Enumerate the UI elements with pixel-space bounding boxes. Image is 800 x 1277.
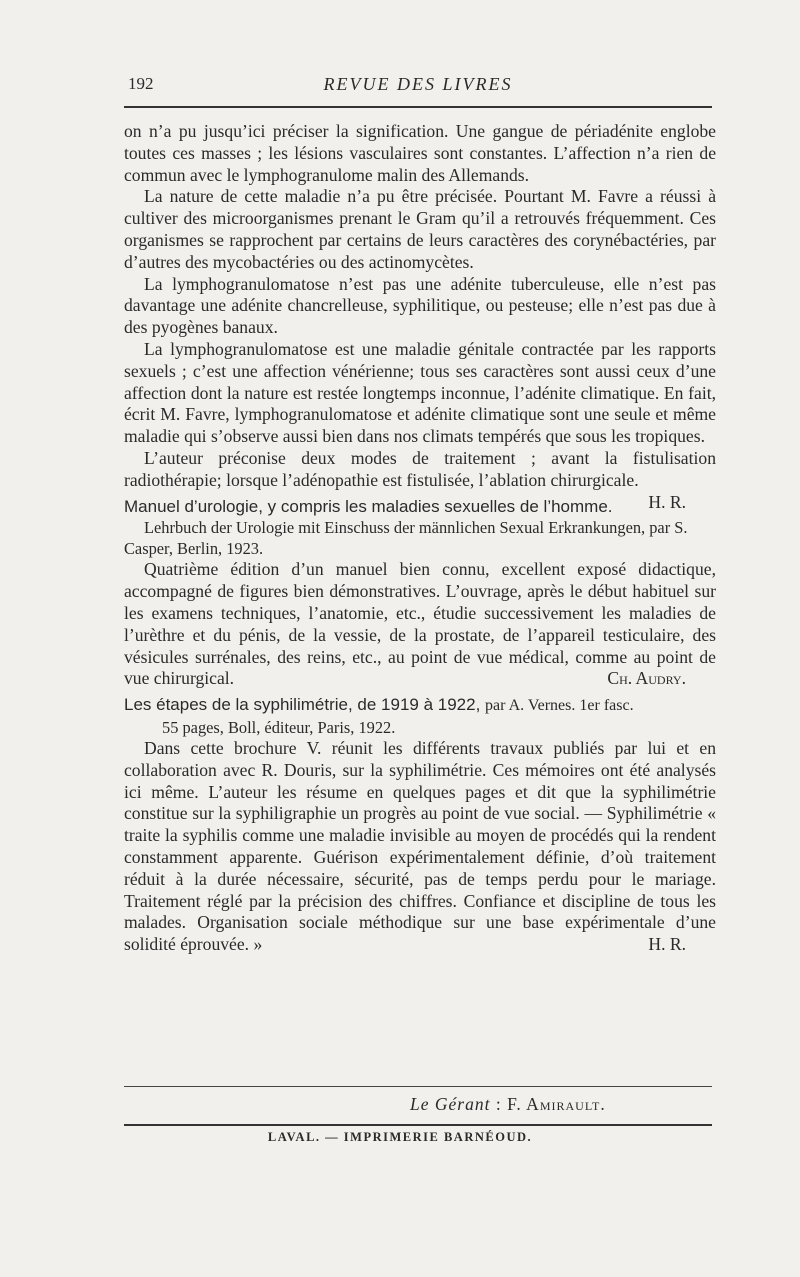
section-title: Manuel d’urologie, y compris les maladies sexuelles de l’homme. bbox=[124, 496, 613, 516]
printer-imprint: LAVAL. — IMPRIMERIE BARNÉOUD. bbox=[267, 1130, 533, 1144]
paragraph bbox=[124, 738, 716, 956]
paragraph-text: Quatrième édition d’un manuel bien connu, excellent exposé didactique, accompagné de figures bien démonstratives. L’ouvrage, après le début habituel sur les examens techniques, l’anatomie, etc., étudie successivement les maladies de l’urèthre et du pénis, de la vessie, de la prostate, de l’appareil testiculaire, des vésicules surrénales, des reins, etc., au point de vue médical, comme au point de vue chirurgical. bbox=[124, 559, 716, 689]
bibliographic-reference: Lehrbuch der Urologie mit Einschuss der männlichen Sexual Erkrankungen, par S. Casper, Berlin, 1923. bbox=[124, 518, 688, 559]
paragraph: La nature de cette maladie n’a pu être précisée. Pourtant M. Favre a réussi à cultiver des microorganismes prenant le Gram qu’il a retrouvés fréquemment. Ces organismes se rapprochent par certains de leurs caractères des corynébactéries, par d’autres des mycobactéries ou des actinomycètes. bbox=[124, 186, 716, 272]
paragraph: on n’a pu jusqu’ici préciser la signification. Une gangue de périadénite englobe toutes ces masses ; les lésions vasculaires sont constantes. L’affection n’a rien de commun avec le lymphogranulome malin des Allemands. bbox=[124, 121, 716, 185]
paragraph bbox=[124, 559, 716, 690]
closing-rule bbox=[124, 1086, 712, 1087]
signature: H. R. bbox=[648, 491, 686, 512]
paragraph-text: L’auteur préconise deux modes de traitement ; avant la fistulisation radiothérapie; lorsque l’adénopathie est fistulisée, l’ablation chirurgicale. bbox=[124, 447, 716, 490]
page-header bbox=[124, 72, 712, 100]
paragraph: La lymphogranulomatose n’est pas une adénite tuberculeuse, elle n’est pas davantage une adénite chancrelleuse, syphilitique, ou pesteuse; elle n’est pas due à des pyogènes banaux. bbox=[124, 273, 716, 338]
article-body bbox=[124, 121, 716, 956]
bibliographic-reference: 55 pages, Boll, éditeur, Paris, 1922. bbox=[162, 717, 396, 737]
gerant-name: : F. Amirault. bbox=[495, 1094, 606, 1114]
gerant-line bbox=[410, 1094, 606, 1115]
signature: Ch. Audry. bbox=[607, 668, 686, 689]
gerant-label: Le Gérant bbox=[410, 1094, 491, 1114]
signature: H. R. bbox=[648, 934, 686, 955]
section-heading-line bbox=[124, 694, 716, 717]
header-rule bbox=[124, 106, 712, 108]
paragraph-text: Dans cette brochure V. réunit les différents travaux publiés par lui et en collaboration avec R. Douris, sur la syphilimétrie. Ces mémoires ont été analysés ici même. L’auteur les résume en quelques pages et dit que la syphilimétrie constitue sur la syphiligraphie un progrès au point de vue social. — Syphilimétrie « traite la syphilis comme une maladie invisible au moyen de procédés qui la rendent constamment apparente. Guérison expérimentalement définie, d’où traitement réduit à la durée nécessaire, sécurité, pas de temps perdu pour le mariage. Traitement réglé par la précision des chiffres. Confiance et discipline de tous les malades. Organisation sociale méthodique sur une base expérimentale d’une solidité éprouvée. » bbox=[124, 737, 716, 955]
bibliographic-author: par A. Vernes. 1er fasc. bbox=[485, 697, 634, 715]
footer-rule bbox=[124, 1124, 712, 1126]
section-title: Les étapes de la syphilimétrie, de 1919 à 1922, bbox=[124, 695, 481, 715]
running-title: REVUE DES LIVRES bbox=[323, 74, 513, 94]
page-number: 192 bbox=[128, 74, 154, 93]
paragraph: La lymphogranulomatose est une maladie génitale contractée par les rapports sexuels ; c’est une affection vénérienne; tous ses caractères sont aussi ceux d’une affection dont la nature est restée longtemps inconnue, l’adénite climatique. En fait, écrit M. Favre, lymphogranulomatose et adénite climatique sont une seule et même maladie qui s’observe aussi bien dans nos climats tempérés que sous les tropiques. bbox=[124, 338, 716, 447]
